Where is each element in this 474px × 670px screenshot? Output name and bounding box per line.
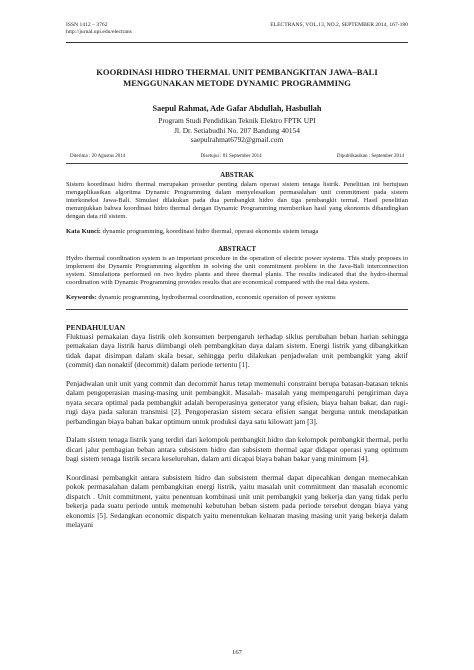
- date-row: [66, 154, 408, 159]
- body-paragraph: Fluktuasi pemakaian daya listrik oleh konsumen berpengaruh terhadap siklus perubahan beban harian sehingga pemakaian daya listrik harus diimbangi oleh pembangkitan daya dalam sistem. Energi listrik yang dibangkitkan tidak dapat disimpan dalam skala besar, sehingga perlu dilakukan penjadwalan unit pembangkit yang aktif (commit) dan nonaktif (decommit) dalam periode tertentu [1].: [66, 331, 408, 370]
- section-heading: PENDAHULUAN: [66, 322, 126, 332]
- abstrak-body: Sistem koordinasi hidro thermal merupakan prosedur penting dalam operasi sistem tenaga listrik. Penelitian ini bertujuan mengaplikasikan algoritma Dynamic Programming dalam menyelesaikan permasalahan unit commitment pada sistem interkoneksi Jawa-Bali. Simulasi dilakukan pada dua pembangkit hidro dan tiga pembangkit termal. Hasil penelitian menunjukkan bahwa koordinasi hidro thermal dengan Dynamic Programming memberikan hasil yang ekonomis dibandingkan dengan data riil sistem.: [66, 180, 408, 221]
- abstract-body: Hydro thermal coordination system is an important procedure in the operation of electric power systems. This study proposes to implement the Dynamic Programming algorithm in solving the unit commitment problem in the Java-Bali interconnection system. Simulations performed on two hydro plants and three thermal plants. The results indicated that the hydro-thermal coordination with Dynamic Programming provides results that are economical compared with the real data system.: [66, 254, 408, 287]
- affiliation: [66, 116, 408, 145]
- keywords: [66, 294, 408, 302]
- keywords-label: Keywords:: [66, 293, 97, 301]
- journal-url: http://jurnal.upi.edu/electrans: [66, 29, 132, 35]
- kata-kunci-text: dynamic programming, koordinasi hidro thermal, operasi ekonomis sistem tenaga: [100, 227, 319, 235]
- received-date: Diterima : 20 Agustus 2014: [70, 153, 126, 159]
- affiliation-line: Program Studi Pendidikan Teknik Elektro FPTK UPI: [158, 116, 316, 125]
- page-number: 167: [232, 649, 242, 656]
- author-email: saepulrahmat6792@gmail.com: [190, 135, 284, 144]
- issn-text: ISSN 1412 – 3762: [66, 22, 108, 28]
- journal-header: [66, 22, 408, 36]
- kata-kunci-label: Kata Kunci:: [66, 227, 101, 235]
- affiliation-line: Jl. Dr. Setiabudhi No. 207 Bandung 40154: [174, 125, 300, 135]
- journal-citation: ELECTRANS, VOL.13, NO.2, SEPTEMBER 2014, 167-180: [270, 22, 408, 28]
- keywords-text: dynamic programming, hydrothermal coordination, economic operation of power systems: [96, 293, 336, 301]
- title-line: KOORDINASI HIDRO THERMAL UNIT PEMBANGKITAN JAWA–BALI: [96, 67, 378, 77]
- author-list: Saepul Rahmat, Ade Gafar Abdullah, Hasbullah: [152, 104, 322, 113]
- abstrak-heading: ABSTRAK: [220, 170, 254, 179]
- published-date: Dipublikasikan : September 2014: [336, 153, 404, 159]
- approved-date: Disetujui : 01 September 2014: [200, 153, 262, 159]
- abstract-heading: ABSTRACT: [217, 244, 257, 253]
- abstract-divider: [66, 309, 408, 310]
- body-paragraph: Dalam sistem tenaga listrik yang terdiri dari kelompok pembangkit hidro dan kelompok pembangkit thermal, perlu dicari jalur pembagian beban antara subsistem hidro dan subsistem thermal agar didapat operasi yang optimum bagi sistem tenaga listrik secara keseluruhan, dalam arti dicapai biaya bahan bakar yang minimum [4].: [66, 435, 408, 464]
- body-paragraph: Penjadwalan unit unit yang commit dan decommit harus tetap memenuhi constraint berupa batasan-batasan teknis dalam pengoperasian masing-masing unit pembangkit. Masalah- masalah yang mempengaruhi pengiriman daya nyata secara optimal pada pembangkit adalah beroperasinya generator yang efisien, biaya bahan bakar, dan rugi-rugi daya pada saluran transmisi [2]. Pengoperasian sistem secara efisien sangat berguna untuk mendapatkan perbandingan biaya bahan bakar optimum untuk produksi daya satu kilowatt jam [3].: [66, 378, 408, 426]
- header-divider: [66, 42, 408, 43]
- title-line: MENGGUNAKAN METODE DYNAMIC PROGRAMMING: [123, 78, 351, 88]
- body-paragraph: Koordinasi pembangkit antara subsistem hidro dan subsistem thermal dapat dipecahkan dengan memecahkan pokok permasalahan dalam pembangkitan energi listrik, yaitu masalah unit commitment dan masalah economic dispatch . Unit commitment, yaitu penentuan kombinasi unit unit pembangkit yang bekerja dan yang tidak perlu bekerja pada suatu periode untuk memenuhi kebutuhan beban sistem pada periode tersebut dengan biaya yang ekonomis [5]. Sedangkan economic dispatch yaitu menentukan keluaran masing masing unit yang bekerja dalam melayani: [66, 472, 408, 530]
- paper-title: [66, 67, 408, 89]
- dates-divider: [66, 163, 408, 164]
- kata-kunci: [66, 228, 408, 236]
